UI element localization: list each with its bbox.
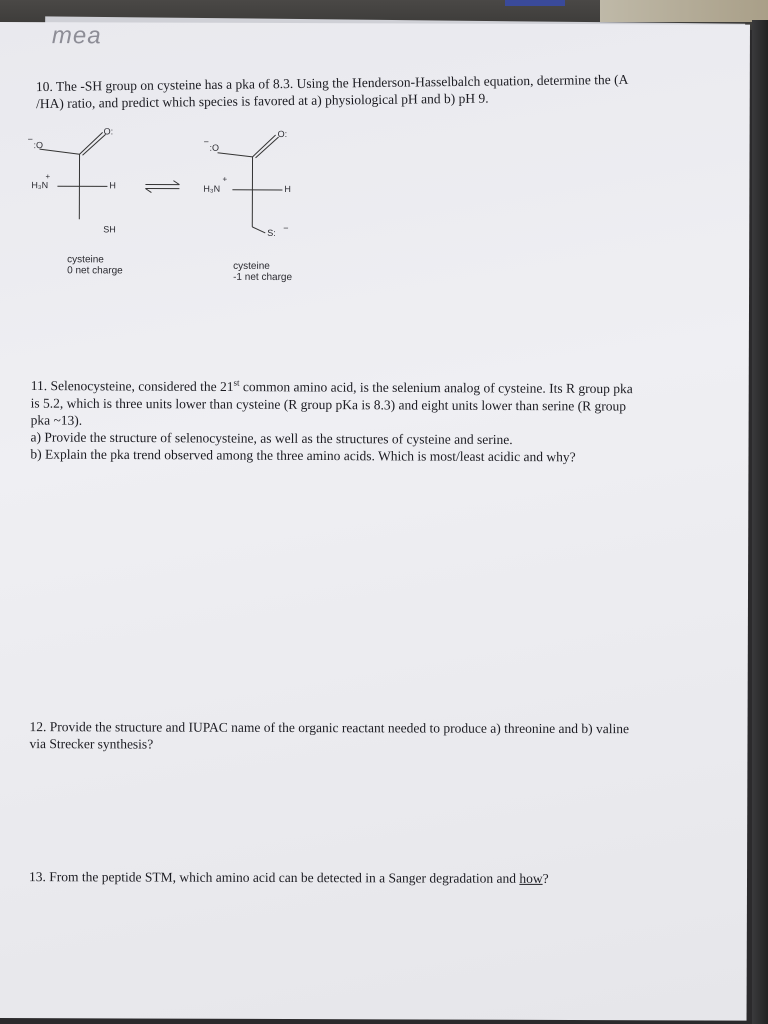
- left-species-name: cysteine: [67, 254, 104, 266]
- left-carbonyl: [80, 132, 103, 154]
- worksheet-page: [0, 22, 750, 1021]
- watermark-logo: mea: [51, 22, 102, 50]
- question-11-line-2: is 5.2, which is three units lower than cysteine (R group pKa is 8.3) and eight units lower than serine (R group: [30, 395, 627, 414]
- left-o-top: O:: [103, 126, 114, 137]
- left-plus: +: [45, 172, 51, 182]
- underlined-how: how: [519, 870, 543, 886]
- left-sh: SH: [103, 224, 116, 235]
- cysteine-equilibrium-scheme: [27, 114, 328, 295]
- background-paper-scrap: [600, 0, 768, 22]
- background-object: [505, 0, 565, 6]
- right-o-minus: :O: [209, 142, 220, 153]
- left-h3n: H₃N: [31, 180, 49, 191]
- right-h3n: H₃N: [203, 183, 221, 194]
- left-species-charge: 0 net charge: [67, 265, 123, 277]
- question-10-line-1: 10. The -SH group on cysteine has a pka of 8.3. Using the Henderson-Hasselbalch equation, determine the (A: [35, 71, 629, 95]
- question-13-line-1: 13. From the peptide STM, which amino acid can be detected in a Sanger degradation and how?: [28, 869, 549, 886]
- question-10: [36, 70, 726, 112]
- left-carbonyl-double: [83, 134, 106, 155]
- right-s-charge: −: [283, 222, 289, 234]
- right-plus: +: [222, 174, 228, 184]
- question-12-line-1: 12. Provide the structure and IUPAC name of the organic reactant needed to produce a) threonine and b) valine: [29, 719, 630, 737]
- left-minus: −: [27, 134, 33, 145]
- right-s-minus: S:: [267, 227, 276, 238]
- right-carbonyl: [253, 135, 276, 157]
- right-species-label: [233, 261, 292, 283]
- right-species-charge: -1 net charge: [233, 271, 293, 284]
- left-co-bond: [40, 149, 80, 154]
- page-edge-shadow: [752, 20, 768, 1024]
- question-11-line-5: b) Explain the pka trend observed among the three amino acids. Which is most/least acidic and why?: [30, 446, 576, 464]
- right-species-name: cysteine: [233, 260, 270, 272]
- question-12-line-2: via Strecker synthesis?: [29, 736, 154, 752]
- left-species-label: [67, 254, 123, 276]
- question-10-line-2: /HA) ratio, and predict which species is favored at a) physiological pH and b) pH 9.: [36, 90, 489, 112]
- question-11-line-4: a) Provide the structure of selenocysteine, as well as the structures of cysteine and serine.: [30, 429, 513, 447]
- left-o-minus: :O: [33, 140, 44, 151]
- right-co-bond: [218, 153, 253, 157]
- question-13: [29, 868, 719, 887]
- right-minus: −: [203, 136, 209, 147]
- question-11: [30, 374, 720, 466]
- question-11-line-3: pka ~13).: [30, 412, 83, 428]
- left-h: H: [109, 180, 116, 191]
- right-h: H: [284, 183, 291, 195]
- question-12: [29, 718, 719, 754]
- question-11-line-1: 11. Selenocysteine, considered the 21st common amino acid, is the selenium analog of cysteine. Its R group pka: [30, 377, 633, 397]
- right-o-top: O:: [277, 128, 288, 140]
